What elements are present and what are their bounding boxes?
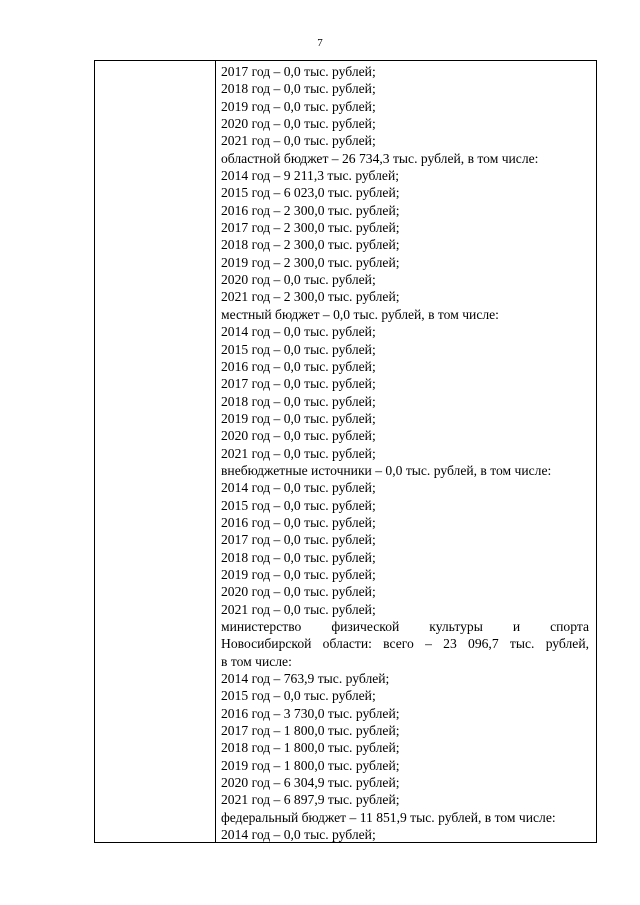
text-line: 2021 год – 0,0 тыс. рублей;	[221, 133, 376, 149]
financing-table	[94, 60, 597, 843]
text-line: 2020 год – 6 304,9 тыс. рублей;	[221, 775, 400, 791]
text-line: 2015 год – 0,0 тыс. рублей;	[221, 497, 376, 513]
text-line: 2018 год – 0,0 тыс. рублей;	[221, 393, 376, 409]
table-left-cell	[95, 61, 216, 842]
text-line: 2018 год – 2 300,0 тыс. рублей;	[221, 237, 400, 253]
text-line: 2016 год – 0,0 тыс. рублей;	[221, 358, 376, 374]
text-line: местный бюджет – 0,0 тыс. рублей, в том числе:	[221, 306, 499, 322]
text-line: Новосибирской области: всего – 23 096,7 тыс. рублей,	[221, 636, 589, 652]
text-line: 2016 год – 3 730,0 тыс. рублей;	[221, 705, 400, 721]
text-line: 2019 год – 0,0 тыс. рублей;	[221, 98, 376, 114]
page-number: 7	[317, 37, 323, 49]
text-line: 2017 год – 0,0 тыс. рублей;	[221, 64, 376, 79]
text-line: министерство физической культуры и спорта	[221, 619, 589, 634]
text-line: 2017 год – 0,0 тыс. рублей;	[221, 532, 376, 548]
text-line: 2015 год – 0,0 тыс. рублей;	[221, 688, 376, 704]
text-line: 2019 год – 1 800,0 тыс. рублей;	[221, 757, 400, 773]
text-line: 2020 год – 0,0 тыс. рублей;	[221, 428, 376, 444]
text-line: 2014 год – 763,9 тыс. рублей;	[221, 671, 390, 687]
text-line: областной бюджет – 26 734,3 тыс. рублей, в том числе:	[221, 150, 539, 166]
text-line: 2018 год – 1 800,0 тыс. рублей;	[221, 740, 400, 756]
text-line: 2019 год – 0,0 тыс. рублей;	[221, 566, 376, 582]
text-line: 2021 год – 0,0 тыс. рублей;	[221, 601, 376, 617]
text-line: 2014 год – 9 211,3 тыс. рублей;	[221, 168, 399, 184]
text-line: 2017 год – 1 800,0 тыс. рублей;	[221, 723, 400, 739]
text-line: 2014 год – 0,0 тыс. рублей;	[221, 827, 376, 843]
text-line: 2015 год – 0,0 тыс. рублей;	[221, 341, 376, 357]
text-line: 2020 год – 0,0 тыс. рублей;	[221, 272, 376, 288]
text-line: 2017 год – 2 300,0 тыс. рублей;	[221, 220, 400, 236]
text-line: внебюджетные источники – 0,0 тыс. рублей, в том числе:	[221, 462, 552, 478]
text-line: 2016 год – 2 300,0 тыс. рублей;	[221, 202, 400, 218]
table-right-cell	[216, 61, 596, 842]
text-line: 2021 год – 2 300,0 тыс. рублей;	[221, 289, 400, 305]
text-line: 2016 год – 0,0 тыс. рублей;	[221, 514, 376, 530]
text-line: 2021 год – 6 897,9 тыс. рублей;	[221, 792, 400, 808]
text-line: 2020 год – 0,0 тыс. рублей;	[221, 116, 376, 132]
text-line: 2020 год – 0,0 тыс. рублей;	[221, 584, 376, 600]
text-line: 2018 год – 0,0 тыс. рублей;	[221, 81, 376, 97]
text-line: 2019 год – 0,0 тыс. рублей;	[221, 410, 376, 426]
text-line: в том числе:	[221, 653, 292, 669]
text-line: 2015 год – 6 023,0 тыс. рублей;	[221, 185, 400, 201]
text-line: 2014 год – 0,0 тыс. рублей;	[221, 480, 376, 496]
text-line: 2018 год – 0,0 тыс. рублей;	[221, 549, 376, 565]
text-line: 2019 год – 2 300,0 тыс. рублей;	[221, 254, 400, 270]
text-line: 2014 год – 0,0 тыс. рублей;	[221, 324, 376, 340]
text-line: 2021 год – 0,0 тыс. рублей;	[221, 445, 376, 461]
text-line: 2017 год – 0,0 тыс. рублей;	[221, 376, 376, 392]
text-line: федеральный бюджет – 11 851,9 тыс. рублей, в том числе:	[221, 809, 556, 825]
